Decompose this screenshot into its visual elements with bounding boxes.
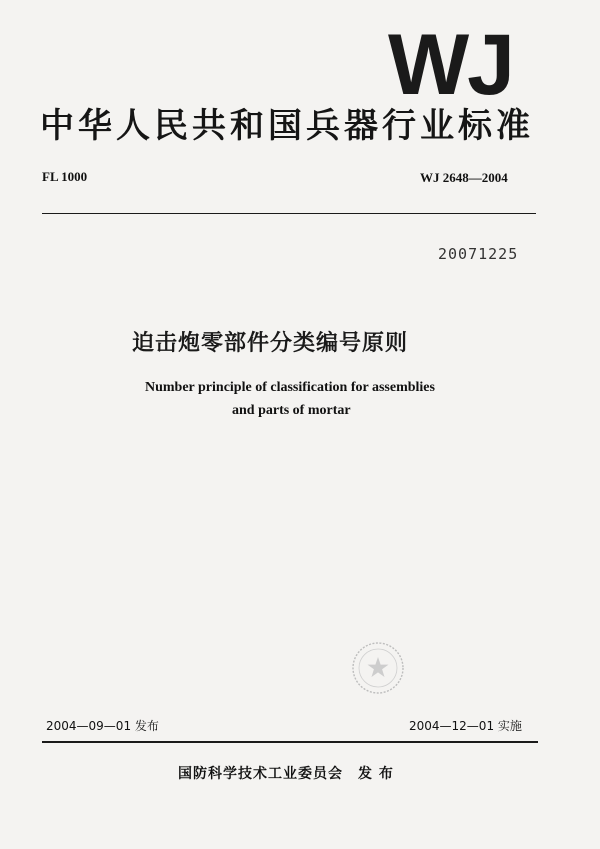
org-title: 中华人民共和国兵器行业标准 [40,106,534,146]
classification-code: FL 1000 [42,169,88,184]
publisher: 国防科学技术工业委员会 发 布 [178,766,394,782]
issue-date: 2004—09—01 发布 [46,719,159,733]
official-seal-icon [350,640,406,696]
header-divider [42,213,536,214]
stamp-number: 20071225 [438,245,519,263]
english-title-line1: Number principle of classification for assemblies [145,380,435,395]
implementation-date: 2004—12—01 实施 [409,719,522,733]
standard-number: WJ 2648—2004 [420,170,508,185]
chinese-title: 迫击炮零部件分类编号原则 [132,331,409,356]
english-title-line2: and parts of mortar [232,403,351,418]
footer-divider [42,741,538,743]
wj-logo: WJ [388,17,513,113]
